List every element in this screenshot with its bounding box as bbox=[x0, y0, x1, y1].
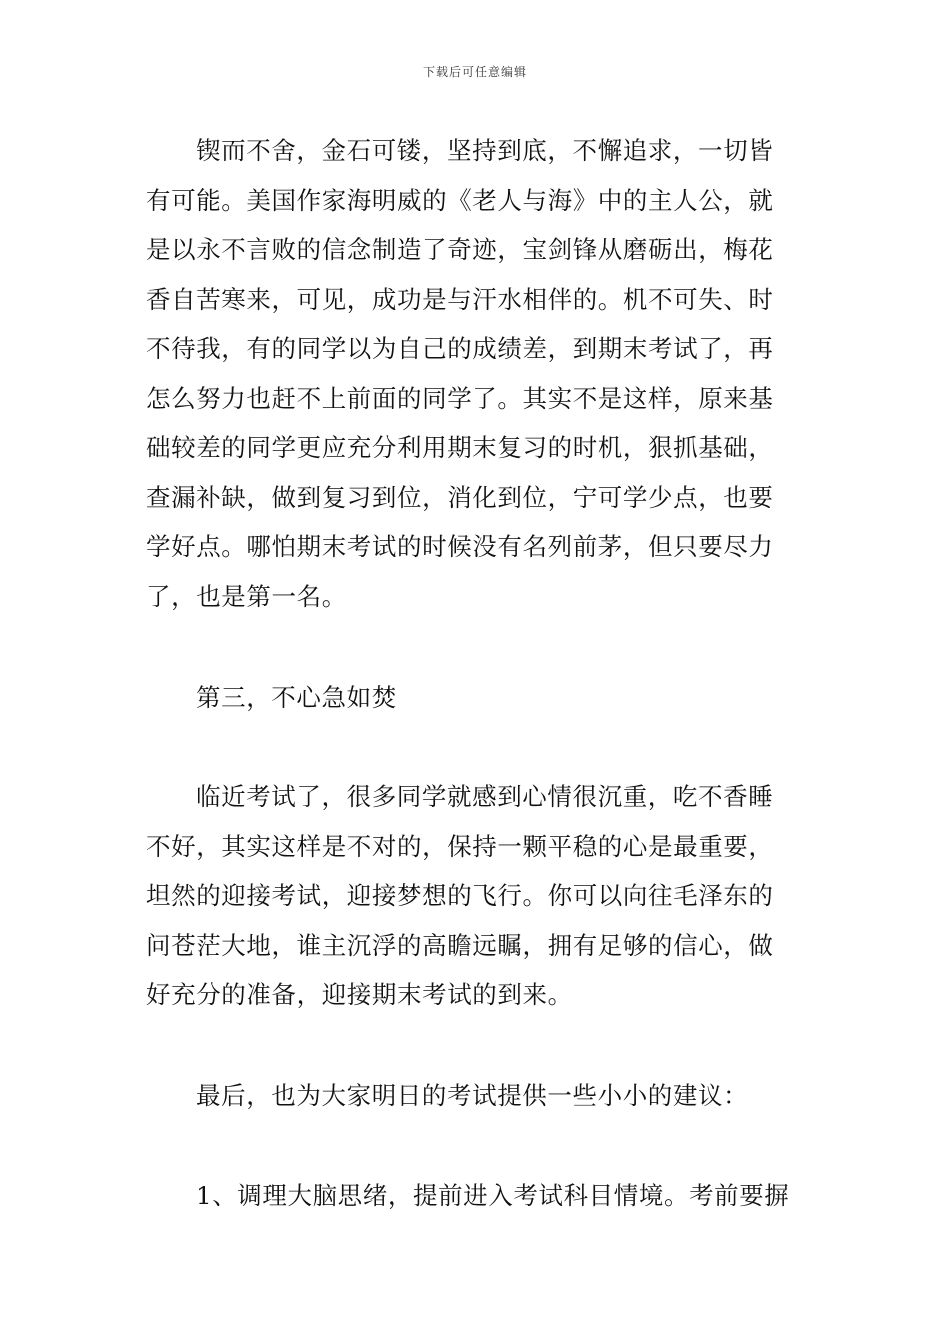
paragraph-line: 1、调理大脑思绪，提前进入考试科目情境。考前要摒 bbox=[196, 1181, 790, 1210]
paragraph-line: 最后，也为大家明日的考试提供一些小小的建议： bbox=[196, 1081, 749, 1110]
paragraph-perseverance bbox=[146, 126, 806, 621]
paragraph-line: 查漏补缺，做到复习到位，消化到位，宁可学少点，也要 bbox=[146, 482, 774, 512]
paragraph-line: 香自苦寒来，可见，成功是与汗水相伴的。机不可失、时 bbox=[146, 284, 774, 314]
paragraph-line: 怎么努力也赶不上前面的同学了。其实不是这样，原来基 bbox=[146, 383, 774, 413]
paragraph-line: 不待我，有的同学以为自己的成绩差，到期末考试了，再 bbox=[146, 334, 774, 363]
paragraph-line: 临近考试了，很多同学就感到心情很沉重，吃不香睡 bbox=[196, 782, 774, 811]
paragraph-line: 好充分的准备，迎接期末考试的到来。 bbox=[146, 980, 573, 1009]
section-heading bbox=[146, 673, 806, 723]
paragraph-line: 不好，其实这样是不对的，保持一颗平稳的心是最重要， bbox=[146, 831, 774, 861]
paragraph-line: 锲而不舍，金石可镂，坚持到底，不懈追求，一切皆 bbox=[196, 136, 774, 165]
paragraph-line: 学好点。哪怕期末考试的时候没有名列前茅，但只要尽力 bbox=[146, 532, 774, 561]
paragraph-line: 础较差的同学更应充分利用期末复习的时机，狠抓基础， bbox=[146, 433, 774, 462]
paragraph-line: 了，也是第一名。 bbox=[146, 581, 347, 611]
page-header: 下载后可任意编辑 bbox=[422, 65, 527, 79]
section-heading-text: 第三，不心急如焚 bbox=[196, 683, 397, 712]
paragraph-line: 问苍茫大地，谁主沉浮的高瞻远瞩，拥有足够的信心，做 bbox=[146, 930, 774, 960]
paragraph-line: 是以永不言败的信念制造了奇迹，宝剑锋从磨砺出，梅花 bbox=[146, 235, 774, 264]
paragraph-calm bbox=[146, 772, 806, 1020]
paragraph-line: 坦然的迎接考试，迎接梦想的飞行。你可以向往毛泽东的 bbox=[146, 881, 774, 910]
paragraph-suggestion-1 bbox=[146, 1171, 806, 1221]
paragraph-suggestions-intro bbox=[146, 1071, 806, 1121]
paragraph-line: 有可能。美国作家海明威的《老人与海》中的主人公，就 bbox=[146, 185, 774, 215]
